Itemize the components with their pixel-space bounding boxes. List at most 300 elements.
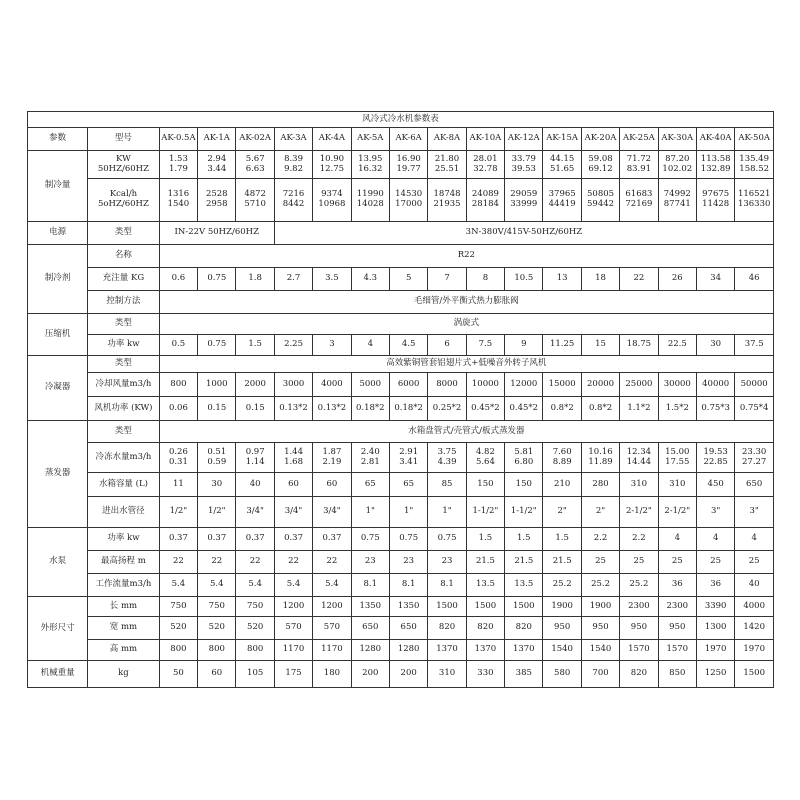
model-name: AK-12A: [505, 128, 543, 151]
dim-length-value: 1350: [351, 597, 389, 617]
evaporator-pipe-value: 1": [389, 497, 427, 528]
pump-head-value: 22: [274, 551, 312, 574]
evaporator-flow-value: [274, 443, 312, 473]
weight-value: 175: [274, 661, 312, 688]
evaporator-flow-value: [389, 443, 427, 473]
condenser-air-value: 40000: [696, 373, 734, 397]
weight-label: 机械重量: [28, 661, 88, 688]
pump-power-value: 2.2: [581, 528, 619, 551]
cooling-kcal-value: [735, 179, 774, 222]
refrigerant-charge-value: 4.3: [351, 268, 389, 291]
pump-flow-value: 5.4: [274, 574, 312, 597]
cooling-kw-value: [466, 151, 504, 179]
weight-value: 1500: [735, 661, 774, 688]
cell-line: 72169: [625, 199, 653, 209]
cell-line: 0.59: [207, 456, 227, 467]
evaporator-pipe-value: 1": [351, 497, 389, 528]
evaporator-flow-value: [198, 443, 236, 473]
condenser-air-value: 6000: [389, 373, 427, 397]
cell-line: 10.90: [319, 153, 345, 164]
cell-line: 135.49: [739, 153, 770, 164]
dim-width-value: 950: [620, 617, 658, 640]
model-name: AK-0.5A: [159, 128, 197, 151]
pump-head-value: 21.5: [466, 551, 504, 574]
compressor-type: 涡旋式: [159, 314, 773, 335]
pump-flow-value: 40: [735, 574, 774, 597]
refrigerant-charge-value: 26: [658, 268, 696, 291]
cell-line: 23.30: [742, 446, 767, 457]
cell-line: 102.02: [662, 163, 693, 174]
pump-head-value: 22: [198, 551, 236, 574]
cooling-kw-value: [274, 151, 312, 179]
dim-width-row: [28, 617, 774, 640]
pump-flow-value: 25.2: [543, 574, 581, 597]
evaporator-pipe-value: 2": [581, 497, 619, 528]
compressor-power-value: 7.5: [466, 335, 504, 356]
refrigerant-charge-value: 3.5: [313, 268, 351, 291]
cooling-kcal-value: [696, 179, 734, 222]
evaporator-pipe-value: 1-1/2": [505, 497, 543, 528]
pump-head-value: 22: [313, 551, 351, 574]
condenser-fan-value: 0.18*2: [389, 397, 427, 421]
dim-length-value: 3390: [696, 597, 734, 617]
dim-height-value: 1540: [543, 640, 581, 661]
cell-line: 2958: [205, 199, 228, 209]
evaporator-tank-value: 60: [313, 473, 351, 497]
cell-line: 113.58: [700, 153, 731, 164]
pump-flow-value: 5.4: [236, 574, 274, 597]
cell-line: 2.94: [207, 153, 227, 164]
cooling-kcal-label: [88, 179, 160, 222]
dim-length-value: 1900: [581, 597, 619, 617]
pump-flow-value: 36: [696, 574, 734, 597]
cell-line: 44419: [548, 199, 576, 209]
weight-value: 850: [658, 661, 696, 688]
cooling-kcal-value: [351, 179, 389, 222]
pump-flow-value: 13.5: [466, 574, 504, 597]
cell-line: 33.79: [511, 153, 536, 164]
evaporator-tank-value: 60: [274, 473, 312, 497]
cell-line: 3.41: [399, 456, 419, 467]
dim-width-value: 820: [505, 617, 543, 640]
compressor-power-value: 3: [313, 335, 351, 356]
refrigerant-charge-value: 0.75: [198, 268, 236, 291]
cell-line: 71.72: [626, 153, 652, 164]
weight-value: 50: [159, 661, 197, 688]
cell-line: 7216: [282, 189, 305, 200]
model-name: AK-1A: [198, 128, 236, 151]
model-name: AK-40A: [696, 128, 734, 151]
pump-flow-value: 5.4: [198, 574, 236, 597]
dim-length-value: 1200: [274, 597, 312, 617]
dim-length-row: [28, 597, 774, 617]
dim-height-value: 1170: [274, 640, 312, 661]
cell-line: 4.82: [475, 446, 495, 457]
cell-line: 28.01: [473, 153, 498, 164]
model-name: AK-4A: [313, 128, 351, 151]
pump-power-value: 0.37: [236, 528, 274, 551]
cell-line: Kcal/h: [109, 189, 138, 200]
cell-line: 1.53: [168, 153, 188, 164]
refrigerant-charge-value: 5: [389, 268, 427, 291]
condenser-fan-value: 0.06: [159, 397, 197, 421]
cell-line: 14028: [356, 199, 384, 209]
evaporator-tank-value: 11: [159, 473, 197, 497]
compressor-power-value: 4: [351, 335, 389, 356]
pump-power-value: 0.37: [159, 528, 197, 551]
condenser-label: 冷凝器: [28, 356, 88, 421]
condenser-air-value: 20000: [581, 373, 619, 397]
refrigerant-control: 毛细管/外平衡式热力膨胀阀: [159, 291, 773, 314]
cell-line: 33999: [510, 199, 538, 209]
dimensions-label: 外形尺寸: [28, 597, 88, 661]
evaporator-flow-value: [313, 443, 351, 473]
compressor-power-value: 1.5: [236, 335, 274, 356]
cooling-kw-row: [28, 151, 774, 179]
refrigerant-charge-value: 18: [581, 268, 619, 291]
cell-line: 21.80: [434, 153, 460, 164]
cooling-kw-label: [88, 151, 160, 179]
cooling-kcal-value: [620, 179, 658, 222]
condenser-fan-value: 0.75*4: [735, 397, 774, 421]
cooling-kw-value: [428, 151, 466, 179]
pump-head-label: 最高扬程 m: [88, 551, 160, 574]
cell-line: 0.97: [245, 446, 265, 457]
pump-power-value: 0.37: [198, 528, 236, 551]
condenser-type-row: [28, 356, 774, 373]
refrigerant-charge-value: 13: [543, 268, 581, 291]
cell-line: 21935: [433, 199, 461, 209]
cell-line: 1.44: [284, 446, 303, 457]
header-row: [28, 128, 774, 151]
pump-power-value: 4: [658, 528, 696, 551]
cell-line: KW: [116, 153, 131, 164]
dim-length-value: 1900: [543, 597, 581, 617]
cell-line: 1540: [167, 199, 190, 209]
cell-line: 51.65: [549, 163, 575, 174]
refrigerant-control-label: 控制方法: [88, 291, 160, 314]
cell-line: 59442: [587, 199, 615, 209]
evaporator-tank-value: 85: [428, 473, 466, 497]
dim-width-value: 1300: [696, 617, 734, 640]
cell-line: 2.91: [399, 446, 419, 457]
cell-line: 15.00: [665, 446, 690, 457]
cell-line: 1.14: [245, 456, 265, 467]
cell-line: 5.64: [475, 456, 495, 467]
evaporator-flow-value: [351, 443, 389, 473]
cell-line: 8442: [282, 199, 305, 209]
compressor-power-value: 37.5: [735, 335, 774, 356]
evaporator-flow-row: [28, 443, 774, 473]
condenser-type: 高效紫铜管套铝翅片式+低噪音外转子风机: [159, 356, 773, 373]
power-label: 电源: [28, 222, 88, 245]
evaporator-flow-label: 冷冻水量m3/h: [88, 443, 160, 473]
cooling-kcal-value: [159, 179, 197, 222]
power-three-phase: 3N-380V/415V-50HZ/60HZ: [274, 222, 773, 245]
cell-line: 4872: [244, 189, 266, 200]
compressor-power-value: 9: [505, 335, 543, 356]
compressor-type-row: [28, 314, 774, 335]
evaporator-pipe-value: 1/2": [198, 497, 236, 528]
cooling-kcal-value: [466, 179, 504, 222]
cooling-kw-value: [620, 151, 658, 179]
condenser-air-row: [28, 373, 774, 397]
condenser-air-value: 8000: [428, 373, 466, 397]
cell-line: 10968: [318, 199, 346, 209]
dim-height-value: 1280: [351, 640, 389, 661]
condenser-air-value: 25000: [620, 373, 658, 397]
cooling-kw-value: [159, 151, 197, 179]
cell-line: 18748: [433, 189, 461, 200]
evaporator-pipe-value: 3": [735, 497, 774, 528]
refrigerant-name: R22: [159, 245, 773, 268]
cell-line: 19.77: [396, 163, 421, 174]
pump-power-value: 0.75: [351, 528, 389, 551]
condenser-air-label: 冷却风量m3/h: [88, 373, 160, 397]
condenser-fan-value: 0.15: [198, 397, 236, 421]
cooling-kw-value: [581, 151, 619, 179]
pump-head-value: 25: [581, 551, 619, 574]
cell-line: 4.39: [437, 456, 457, 467]
evaporator-flow-value: [505, 443, 543, 473]
condenser-fan-value: 1.1*2: [620, 397, 658, 421]
pump-head-value: 21.5: [505, 551, 543, 574]
dim-height-value: 1570: [620, 640, 658, 661]
pump-power-value: 0.75: [428, 528, 466, 551]
dim-height-label: 高 mm: [88, 640, 160, 661]
compressor-power-value: 30: [696, 335, 734, 356]
dim-height-value: 800: [159, 640, 197, 661]
model-name: AK-6A: [389, 128, 427, 151]
refrigerant-control-row: [28, 291, 774, 314]
cell-line: 87.20: [665, 153, 690, 164]
evaporator-label: 蒸发器: [28, 421, 88, 528]
evaporator-pipe-value: 3/4": [274, 497, 312, 528]
dim-height-value: 1370: [466, 640, 504, 661]
cell-line: 59.08: [588, 153, 613, 164]
dim-width-value: 950: [658, 617, 696, 640]
evaporator-flow-value: [735, 443, 774, 473]
weight-unit-label: kg: [88, 661, 160, 688]
cell-line: 61683: [625, 189, 653, 200]
dim-length-value: 2300: [620, 597, 658, 617]
cooling-kw-value: [198, 151, 236, 179]
cell-line: 11428: [702, 199, 730, 209]
compressor-label: 压缩机: [28, 314, 88, 356]
cell-line: 3.44: [207, 163, 227, 174]
condenser-type-label: 类型: [88, 356, 160, 373]
pump-power-value: 4: [696, 528, 734, 551]
cell-line: 5710: [244, 199, 266, 209]
evaporator-tank-value: 650: [735, 473, 774, 497]
power-row: [28, 222, 774, 245]
cell-line: 9.82: [284, 163, 303, 174]
cooling-kcal-value: [236, 179, 274, 222]
evaporator-type-row: [28, 421, 774, 443]
cell-line: 22.85: [703, 456, 728, 467]
cooling-kcal-value: [389, 179, 427, 222]
evaporator-flow-value: [428, 443, 466, 473]
evaporator-tank-value: 30: [198, 473, 236, 497]
pump-head-value: 22: [159, 551, 197, 574]
refrigerant-charge-value: 7: [428, 268, 466, 291]
refrigerant-charge-value: 2.7: [274, 268, 312, 291]
cell-line: 39.53: [511, 163, 536, 174]
condenser-air-value: 4000: [313, 373, 351, 397]
evaporator-pipe-value: 1": [428, 497, 466, 528]
dim-length-value: 2300: [658, 597, 696, 617]
pump-power-value: 4: [735, 528, 774, 551]
condenser-air-value: 2000: [236, 373, 274, 397]
evaporator-flow-value: [159, 443, 197, 473]
condenser-fan-value: 0.13*2: [313, 397, 351, 421]
cell-line: 12.34: [626, 446, 652, 457]
compressor-type-label: 类型: [88, 314, 160, 335]
evaporator-tank-value: 310: [658, 473, 696, 497]
dim-height-value: 800: [198, 640, 236, 661]
model-name: AK-3A: [274, 128, 312, 151]
cell-line: 14.44: [626, 456, 652, 467]
cell-line: 1.87: [322, 446, 342, 457]
pump-flow-value: 8.1: [389, 574, 427, 597]
weight-value: 310: [428, 661, 466, 688]
cell-line: 28184: [471, 199, 499, 209]
cooling-kcal-value: [505, 179, 543, 222]
dim-width-value: 570: [313, 617, 351, 640]
refrigerant-charge-row: [28, 268, 774, 291]
cell-line: 25.51: [434, 163, 460, 174]
cooling-kw-value: [658, 151, 696, 179]
pump-flow-value: 25.2: [581, 574, 619, 597]
compressor-power-value: 6: [428, 335, 466, 356]
model-name: AK-25A: [620, 128, 658, 151]
condenser-air-value: 10000: [466, 373, 504, 397]
evaporator-pipe-value: 2": [543, 497, 581, 528]
pump-flow-row: [28, 574, 774, 597]
cell-line: 1316: [167, 189, 190, 200]
cell-line: 44.15: [549, 153, 575, 164]
dim-length-value: 1200: [313, 597, 351, 617]
pump-flow-value: 5.4: [313, 574, 351, 597]
refrigerant-charge-value: 46: [735, 268, 774, 291]
dim-height-value: 1570: [658, 640, 696, 661]
pump-head-value: 22: [236, 551, 274, 574]
model-name: AK-10A: [466, 128, 504, 151]
pump-head-value: 25: [696, 551, 734, 574]
pump-head-value: 23: [351, 551, 389, 574]
pump-head-value: 23: [428, 551, 466, 574]
evaporator-flow-value: [581, 443, 619, 473]
pump-power-value: 0.37: [313, 528, 351, 551]
weight-value: 820: [620, 661, 658, 688]
compressor-power-value: 0.5: [159, 335, 197, 356]
weight-value: 580: [543, 661, 581, 688]
cell-line: 2.81: [360, 456, 380, 467]
condenser-fan-row: [28, 397, 774, 421]
pump-flow-value: 8.1: [351, 574, 389, 597]
model-name: AK-30A: [658, 128, 696, 151]
model-name: AK-02A: [236, 128, 274, 151]
dim-height-value: 1970: [735, 640, 774, 661]
cell-line: 0.31: [168, 456, 188, 467]
dim-length-value: 1500: [428, 597, 466, 617]
weight-value: 180: [313, 661, 351, 688]
pump-head-value: 25: [620, 551, 658, 574]
param-header: 参数: [28, 128, 88, 151]
pump-power-value: 1.5: [543, 528, 581, 551]
cell-line: 17.55: [665, 456, 690, 467]
pump-power-value: 1.5: [466, 528, 504, 551]
condenser-fan-value: 0.45*2: [466, 397, 504, 421]
dim-height-row: [28, 640, 774, 661]
compressor-power-label: 功率 kw: [88, 335, 160, 356]
power-type-label: 类型: [88, 222, 160, 245]
cooling-kw-value: [696, 151, 734, 179]
pump-head-row: [28, 551, 774, 574]
cell-line: 132.89: [700, 163, 731, 174]
evaporator-pipe-value: 3": [696, 497, 734, 528]
cell-line: 14530: [395, 189, 423, 200]
cell-line: 11.89: [588, 456, 613, 467]
dim-length-value: 750: [236, 597, 274, 617]
cooling-kcal-value: [274, 179, 312, 222]
cooling-kcal-value: [198, 179, 236, 222]
condenser-air-value: 1000: [198, 373, 236, 397]
evaporator-tank-value: 40: [236, 473, 274, 497]
refrigerant-label: 制冷剂: [28, 245, 88, 314]
refrigerant-charge-value: 0.6: [159, 268, 197, 291]
cell-line: 32.78: [473, 163, 498, 174]
pump-power-value: 2.2: [620, 528, 658, 551]
cell-line: 50HZ/60HZ: [97, 163, 149, 174]
cooling-kcal-value: [543, 179, 581, 222]
cooling-kw-value: [351, 151, 389, 179]
cooling-kw-value: [543, 151, 581, 179]
condenser-fan-value: 0.45*2: [505, 397, 543, 421]
dim-length-value: 750: [159, 597, 197, 617]
pump-flow-value: 5.4: [159, 574, 197, 597]
weight-value: 700: [581, 661, 619, 688]
pump-flow-value: 25.2: [620, 574, 658, 597]
cooling-kw-value: [735, 151, 774, 179]
evaporator-flow-value: [466, 443, 504, 473]
weight-value: 60: [198, 661, 236, 688]
pump-flow-label: 工作流量m3/h: [88, 574, 160, 597]
evaporator-pipe-value: 1/2": [159, 497, 197, 528]
evaporator-tank-value: 310: [620, 473, 658, 497]
condenser-fan-value: 0.25*2: [428, 397, 466, 421]
model-name: AK-20A: [581, 128, 619, 151]
cell-line: 10.16: [588, 446, 613, 457]
cell-line: 2.40: [360, 446, 380, 457]
pump-flow-value: 36: [658, 574, 696, 597]
compressor-power-value: 0.75: [198, 335, 236, 356]
weight-value: 200: [389, 661, 427, 688]
cell-line: 24089: [471, 189, 499, 200]
cell-line: 13.95: [358, 153, 383, 164]
cell-line: 97675: [702, 189, 730, 200]
condenser-fan-value: 0.13*2: [274, 397, 312, 421]
refrigerant-name-row: [28, 245, 774, 268]
model-header: 型号: [88, 128, 160, 151]
evaporator-flow-value: [236, 443, 274, 473]
evaporator-tank-value: 150: [505, 473, 543, 497]
evaporator-pipe-value: 3/4": [313, 497, 351, 528]
dim-height-value: 1370: [505, 640, 543, 661]
refrigerant-charge-value: 34: [696, 268, 734, 291]
pump-label: 水泵: [28, 528, 88, 597]
evaporator-pipe-value: 2-1/2": [620, 497, 658, 528]
